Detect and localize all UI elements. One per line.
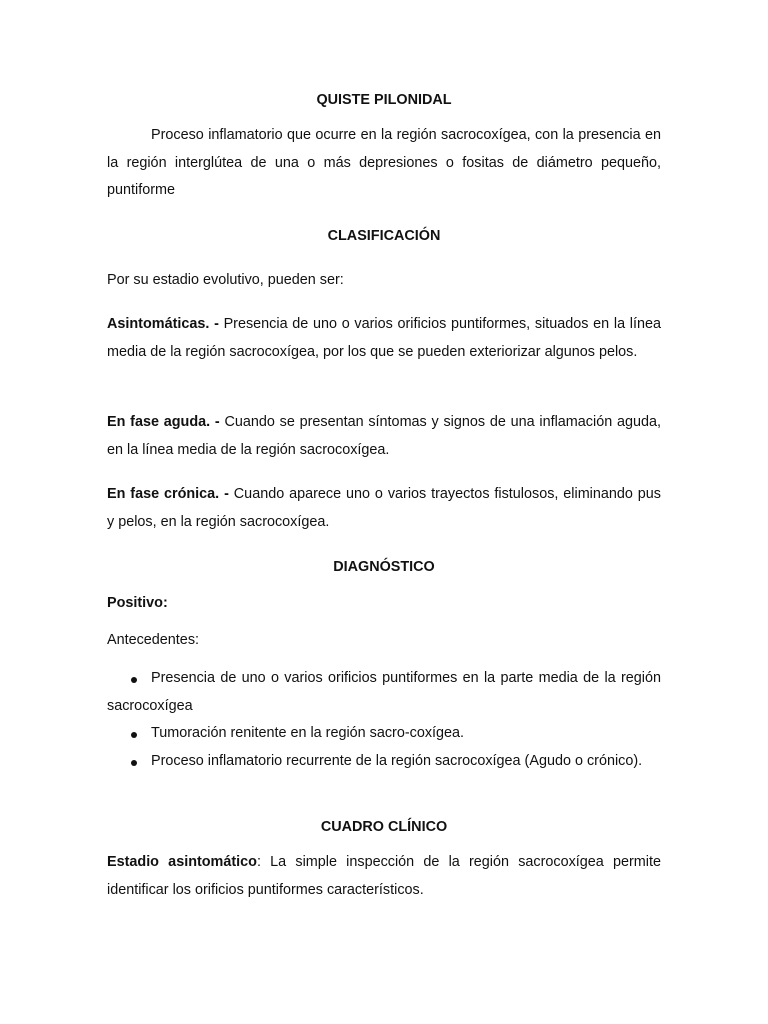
cuadro-clinico-paragraph bbox=[107, 849, 661, 904]
document-page bbox=[107, 0, 661, 1024]
clasificacion-item-asintomaticas bbox=[107, 311, 661, 366]
list-item bbox=[107, 665, 661, 720]
item-text: Cuando aparece uno o varios trayectos fistulosos, eliminando pus y pelos, en la región sacrocoxígea. bbox=[107, 486, 662, 530]
item-text: Presencia de uno o varios orificios puntiformes, situados en la línea media de la región sacrocoxígea, por los que se pueden exteriorizar algunos pelos. bbox=[107, 316, 662, 360]
item-term: Asintomáticas. - bbox=[107, 316, 219, 332]
item-text: : La simple inspección de la región sacrocoxígea permite identificar los orificios puntiformes característicos. bbox=[107, 854, 661, 898]
clasificacion-item-fase-aguda bbox=[107, 409, 661, 464]
bullet-icon bbox=[131, 732, 137, 738]
clasificacion-lead: Por su estadio evolutivo, pueden ser: bbox=[107, 272, 344, 288]
bullet-icon bbox=[131, 760, 137, 766]
section-heading-diagnostico: DIAGNÓSTICO bbox=[333, 559, 435, 575]
list-item-text: Proceso inflamatorio recurrente de la región sacrocoxígea (Agudo o crónico). bbox=[151, 752, 643, 769]
list-item-text: Presencia de uno o varios orificios puntiformes en la parte media de la región sacrocoxígea bbox=[107, 670, 661, 714]
list-item bbox=[107, 748, 661, 776]
antecedentes-list bbox=[107, 665, 661, 775]
diagnostico-lead: Antecedentes: bbox=[107, 632, 200, 648]
item-term: Estadio asintomático bbox=[107, 854, 257, 870]
list-item-text: Tumoración renitente en la región sacro-coxígea. bbox=[151, 725, 465, 741]
intro-paragraph: Proceso inflamatorio que ocurre en la región sacrocoxígea, con la presencia en la región interglútea de una o más depresiones o fositas de diámetro pequeño, puntiforme bbox=[107, 127, 661, 198]
item-term: En fase crónica. - bbox=[107, 486, 229, 502]
diagnostico-subheading: Positivo: bbox=[107, 595, 168, 611]
bullet-icon bbox=[131, 677, 137, 683]
section-heading-cuadro-clinico: CUADRO CLÍNICO bbox=[320, 819, 448, 835]
document-title: QUISTE PILONIDAL bbox=[316, 92, 452, 108]
section-heading-clasificacion: CLASIFICACIÓN bbox=[327, 228, 441, 244]
list-item bbox=[107, 720, 661, 748]
clasificacion-item-fase-cronica bbox=[107, 481, 661, 536]
item-term: En fase aguda. - bbox=[107, 414, 220, 430]
item-text: Cuando se presentan síntomas y signos de una inflamación aguda, en la línea media de la región sacrocoxígea. bbox=[107, 414, 661, 458]
